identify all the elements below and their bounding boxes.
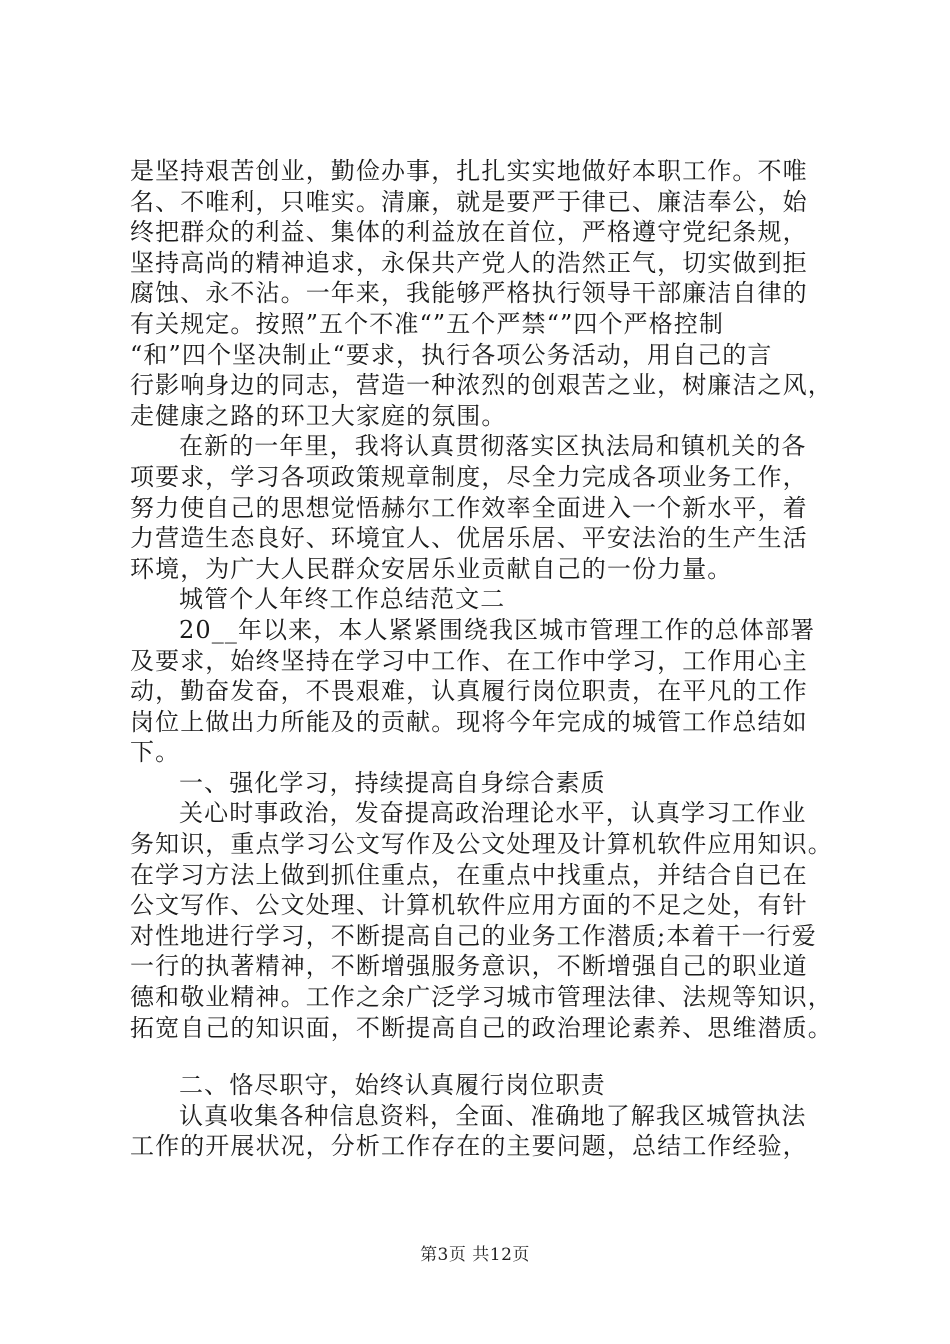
text-line: 腐蚀、永不沾。一年来，我能够严格执行领导干部廉洁自律的	[130, 279, 808, 308]
text-line: 力营造生态良好、环境宜人、优居乐居、平安法治的生产生活	[130, 524, 808, 553]
text-line: 行影响身边的同志，营造一种浓烈的创艰苦之业，树廉洁之风，	[130, 371, 833, 400]
text-line: 坚持高尚的精神追求，永保共产党人的浩然正气，切实做到拒	[130, 248, 808, 277]
text-line: 对性地进行学习，不断提高自己的业务工作潜质;本着干一行爱	[130, 921, 817, 950]
text-line: 努力使自己的思想觉悟赫尔工作效率全面进入一个新水平，着	[130, 493, 808, 522]
text-line: 一行的执著精神，不断增强服务意识，不断增强自己的职业道	[130, 952, 808, 981]
text-line: 在学习方法上做到抓住重点，在重点中找重点，并结合自已在	[130, 860, 808, 889]
text-line: 拓宽自己的知识面，不断提高自己的政治理论素养、思维潜质。	[130, 1013, 833, 1042]
text-line: 是坚持艰苦创业，勤俭办事，扎扎实实地做好本职工作。不唯	[130, 157, 808, 185]
section-title: 城管个人年终工作总结范文二	[179, 585, 506, 614]
text-line: 名、不唯利，只唯实。清廉，就是要严于律已、廉洁奉公，始	[130, 187, 808, 216]
text-line: 德和敬业精神。工作之余广泛学习城市管理法律、法规等知识，	[130, 983, 833, 1012]
text-line: 公文写作、公文处理、计算机软件应用方面的不足之处，有针	[130, 891, 808, 920]
text-line: 环境，为广大人民群众安居乐业贡献自己的一份力量。	[130, 554, 733, 583]
page-number-footer: 第3页 共12页	[420, 1245, 530, 1265]
text-line: 岗位上做出力所能及的贡献。现将今年完成的城管工作总结如	[130, 707, 808, 736]
paragraph-gap	[130, 1043, 830, 1070]
text-line: 动，勤奋发奋，不畏艰难，认真履行岗位职责，在平凡的工作	[130, 677, 808, 706]
text-line: 有关规定。按照”五个不准“”五个严禁“”四个严格控制	[130, 309, 724, 338]
paragraph-start-line: 认真收集各种信息资料，全面、准确地了解我区城管执法	[179, 1101, 807, 1130]
text-line: 终把群众的利益、集体的利益放在首位，严格遵守党纪条规，	[130, 218, 808, 247]
subsection-heading: 二、恪尽职守，始终认真履行岗位职责	[179, 1071, 606, 1100]
text-line: 及要求，始终坚持在学习中工作、在工作中学习，工作用心主	[130, 646, 808, 675]
text-line: 下。	[130, 738, 181, 767]
text-line: 务知识，重点学习公文写作及公文处理及计算机软件应用知识。	[130, 830, 833, 859]
text-line: 项要求，学习各项政策规章制度，尽全力完成各项业务工作，	[130, 462, 808, 491]
paragraph-start-line: 关心时事政治，发奋提高政治理论水平，认真学习工作业	[179, 799, 807, 828]
document-body	[130, 156, 833, 1162]
text-line: 工作的开展状况，分析工作存在的主要问题，总结工作经验，	[130, 1132, 808, 1161]
text-line: “和”四个坚决制止“要求，执行各项公务活动，用自己的言	[130, 340, 773, 369]
paragraph-start-line: 20__年以来，本人紧紧围绕我区城市管理工作的总体部署	[179, 615, 816, 644]
paragraph-start-line: 在新的一年里，我将认真贯彻落实区执法局和镇机关的各	[179, 432, 807, 461]
subsection-heading: 一、强化学习，持续提高自身综合素质	[179, 768, 606, 797]
text-line: 走健康之路的环卫大家庭的氛围。	[130, 401, 507, 430]
